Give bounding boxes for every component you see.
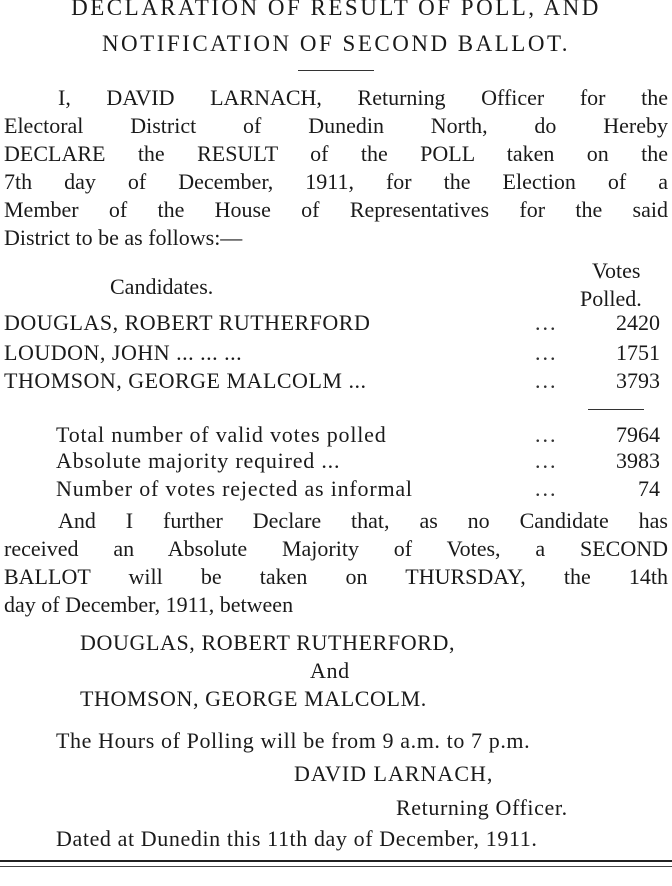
declaration-paragraph <box>4 84 668 252</box>
candidate-votes: 3793 <box>616 368 660 393</box>
candidate-votes: 2420 <box>616 310 660 335</box>
polling-hours: The Hours of Polling will be from 9 a.m. to 7 p.m. <box>56 728 531 753</box>
dated-line: Dated at Dunedin this 11th day of December, 1911. <box>56 826 538 851</box>
votes-total-rule <box>588 409 644 410</box>
summary-row <box>0 448 672 476</box>
declaration-line: I, DAVID LARNACH, Returning Officer for the <box>58 85 668 110</box>
leader-dots: ... <box>535 340 558 365</box>
candidate-row <box>0 340 672 368</box>
further-line: BALLOT will be taken on THURSDAY, the 14th <box>4 564 668 589</box>
ballot-candidate-2: THOMSON, GEORGE MALCOLM. <box>80 686 427 711</box>
summary-value: 74 <box>638 476 660 501</box>
ballot-candidate-1: DOUGLAS, ROBERT RUTHERFORD, <box>80 630 456 655</box>
summary-row <box>0 422 672 450</box>
leader-dots: ... <box>535 310 558 335</box>
declaration-line: DECLARE the RESULT of the POLL taken on the <box>4 141 668 166</box>
bottom-rule <box>0 860 672 862</box>
notice-title-line-1: DECLARATION OF RESULT OF POLL, AND <box>71 0 601 20</box>
further-line: day of December, 1911, between <box>4 592 294 617</box>
leader-dots: ... <box>535 422 558 447</box>
further-declaration-paragraph <box>4 507 668 619</box>
summary-value: 3983 <box>616 448 660 473</box>
leader-dots: ... <box>535 368 558 393</box>
candidate-name: LOUDON, JOHN ... ... ... <box>4 340 243 365</box>
summary-label: Total number of valid votes polled <box>56 422 387 447</box>
signatory-title: Returning Officer. <box>396 795 568 820</box>
leader-dots: ... <box>535 476 558 501</box>
title-divider <box>298 70 374 71</box>
leader-dots: ... <box>535 448 558 473</box>
votes-header-line-1: Votes <box>592 258 641 283</box>
summary-label: Absolute majority required ... <box>56 448 341 473</box>
further-line: And I further Declare that, as no Candidate has <box>58 508 668 533</box>
bottom-rule-thin <box>0 866 672 867</box>
declaration-line: Member of the House of Representatives for the said <box>4 197 668 222</box>
candidate-row <box>0 310 672 338</box>
candidate-name: THOMSON, GEORGE MALCOLM ... <box>4 368 367 393</box>
summary-value: 7964 <box>616 422 660 447</box>
candidate-row <box>0 368 672 396</box>
declaration-line: Electoral District of Dunedin North, do Hereby <box>4 113 668 138</box>
candidate-name: DOUGLAS, ROBERT RUTHERFORD <box>4 310 371 335</box>
summary-row <box>0 476 672 504</box>
further-line: received an Absolute Majority of Votes, a SECOND <box>4 536 668 561</box>
declaration-line: 7th day of December, 1911, for the Election of a <box>4 169 668 194</box>
ballot-and: And <box>310 658 350 683</box>
summary-label: Number of votes rejected as informal <box>56 476 413 501</box>
notice-title-line-2: NOTIFICATION OF SECOND BALLOT. <box>101 31 571 56</box>
signatory-name: DAVID LARNACH, <box>294 761 494 786</box>
declaration-line: District to be as follows:— <box>4 225 243 250</box>
candidate-votes: 1751 <box>616 340 660 365</box>
candidates-header: Candidates. <box>110 274 214 299</box>
votes-header-line-2: Polled. <box>580 286 642 311</box>
